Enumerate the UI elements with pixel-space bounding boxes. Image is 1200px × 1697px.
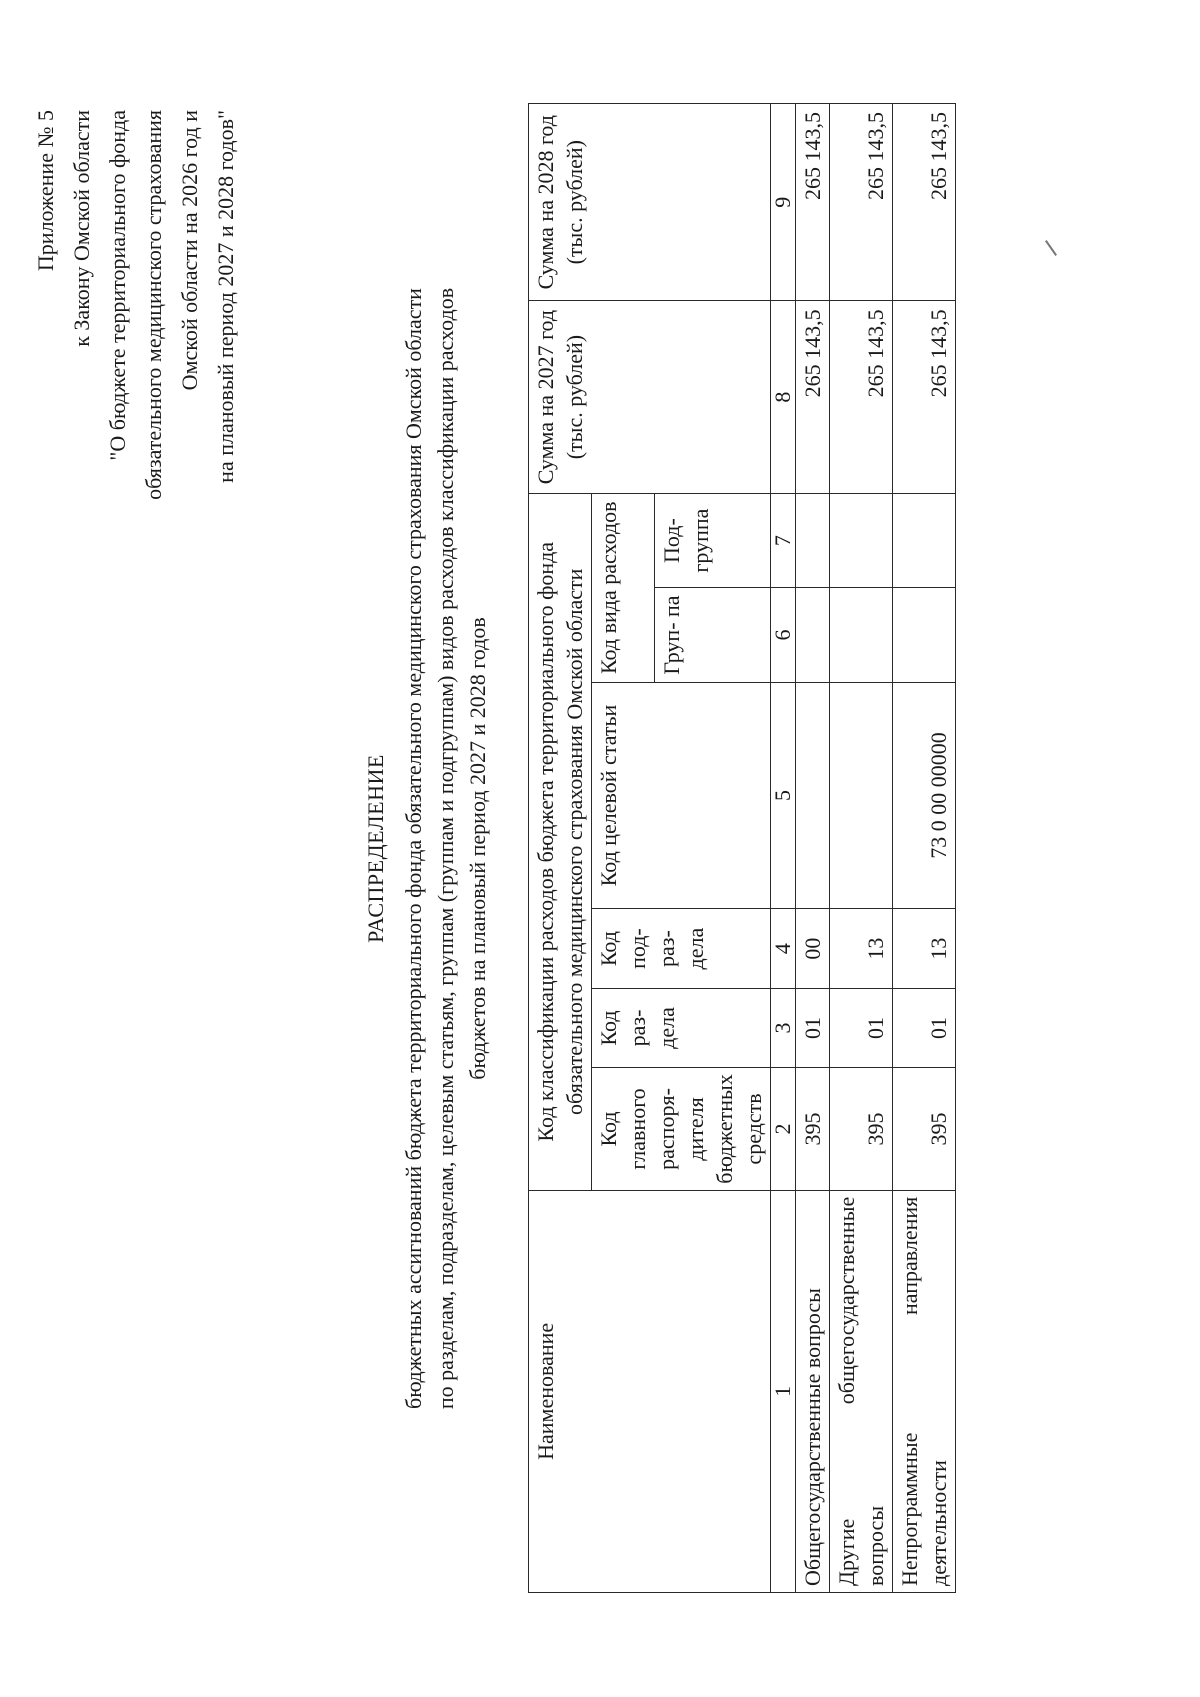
table-row [830,104,893,1593]
row-name [830,1190,893,1592]
column-number: 2 [771,1068,796,1191]
appendix-line: "О бюджете территориального фонда [105,110,130,461]
heading-line: бюджетных ассигнований бюджета территориального фонда обязательного медицинского страхования Омской области [401,288,426,1409]
row-name-part: направления [897,1196,922,1316]
appendix-line: Омской области на 2026 год и [177,110,202,391]
table-row [796,104,830,1593]
row-name: Общегосударственные вопросы [796,1190,830,1592]
cell-subgroup [893,493,956,588]
header-subsection: Код под- раз- дела [592,909,771,988]
cell-subsection: 13 [893,909,956,988]
row-name-part: Другие [834,1518,859,1586]
row-name [893,1190,956,1592]
cell-manager: 395 [830,1068,893,1191]
document-heading [360,0,494,1697]
row-name-part: Непрограммные [897,1432,922,1586]
header-name: Наименование [529,1190,771,1592]
cell-section: 01 [796,988,830,1067]
cell-target [796,682,830,909]
cell-section: 01 [893,988,956,1067]
column-number: 7 [771,493,796,588]
appendix-block [28,110,244,750]
cell-subgroup [796,493,830,588]
cell-subgroup [830,493,893,588]
column-number: 9 [771,104,796,301]
column-number: 8 [771,301,796,493]
table-row [893,104,956,1593]
column-numbers-row [771,104,796,1593]
cell-group [830,588,893,682]
cell-target: 73 0 00 00000 [893,682,956,909]
cell-target [830,682,893,909]
column-number: 6 [771,588,796,682]
cell-subsection: 00 [796,909,830,988]
header-sum-2028: Сумма на 2028 год (тыс. рублей) [529,104,771,301]
cell-sum-2028: 265 143,5 [796,104,830,301]
cell-sum-2027: 265 143,5 [796,301,830,493]
header-section: Код раз- дела [592,988,771,1067]
heading-line: бюджетов на плановый период 2027 и 2028 годов [465,617,490,1080]
appendix-line: Приложение № 5 [33,110,58,272]
header-expense-type: Код вида расходов [592,493,655,682]
column-number: 5 [771,682,796,909]
column-number: 3 [771,988,796,1067]
header-target-article: Код целевой статьи [592,682,771,909]
row-name-part: общегосударственные [834,1196,859,1405]
cell-manager: 395 [796,1068,830,1191]
heading-line: по разделам, подразделам, целевым статьям, группам (группам и подгруппам) видов расходов классификации расходов [433,287,458,1410]
header-subgroup: Под- группа [654,493,770,588]
cell-group [796,588,830,682]
cell-subsection: 13 [830,909,893,988]
header-group: Груп- па [654,588,770,682]
stray-pen-mark [1045,240,1057,256]
row-name-part: вопросы [863,1505,888,1586]
row-name-part: деятельности [926,1460,951,1586]
column-number: 4 [771,909,796,988]
cell-group [893,588,956,682]
header-main-manager: Код главного распоря- дителя бюджетных средств [592,1068,771,1191]
appendix-line: к Закону Омской области [69,110,94,347]
cell-sum-2028: 265 143,5 [830,104,893,301]
appendix-line: на плановый период 2027 и 2028 годов" [213,110,238,483]
header-sum-2027: Сумма на 2027 год (тыс. рублей) [529,301,771,493]
cell-sum-2027: 265 143,5 [893,301,956,493]
cell-section: 01 [830,988,893,1067]
document-title: РАСПРЕДЕЛЕНИЕ [363,754,388,943]
appendix-line: обязательного медицинского страхования [141,110,166,500]
header-code-group: Код классификации расходов бюджета территориального фонда обязательного медицинского страхования Омской области [529,493,592,1190]
cell-sum-2027: 265 143,5 [830,301,893,493]
cell-sum-2028: 265 143,5 [893,104,956,301]
column-number: 1 [771,1190,796,1592]
cell-manager: 395 [893,1068,956,1191]
distribution-table [528,103,956,1593]
